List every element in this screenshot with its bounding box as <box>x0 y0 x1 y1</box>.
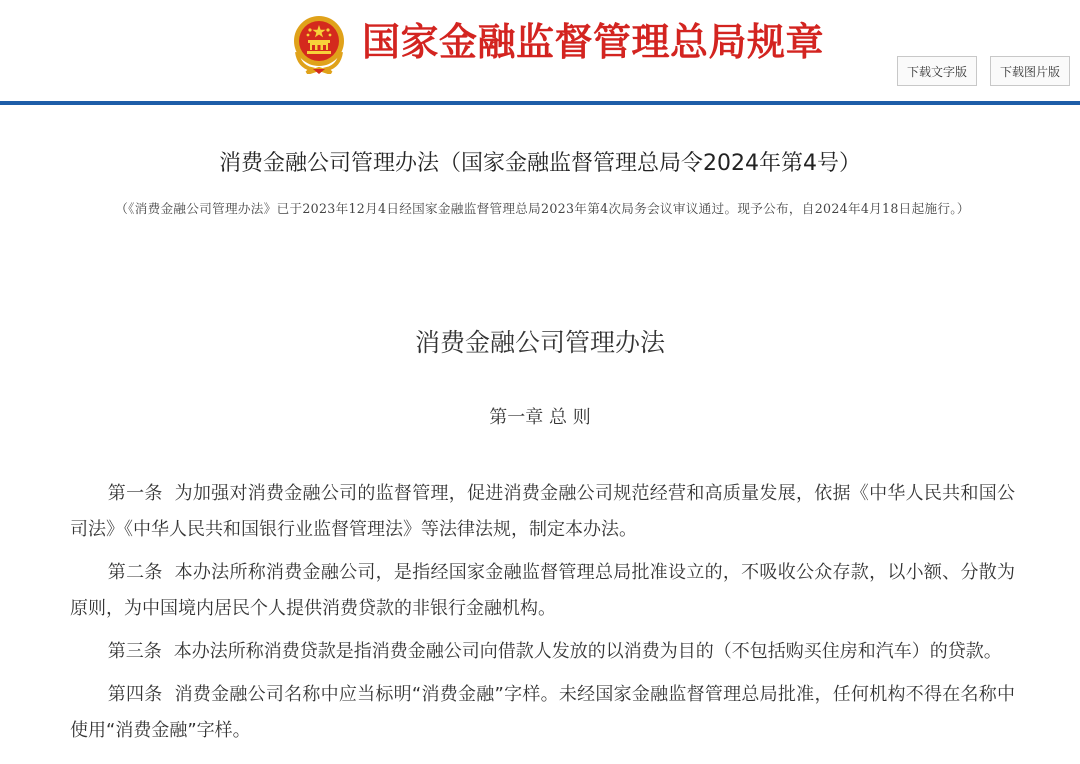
site-title: 国家金融监督管理总局规章 <box>362 20 825 64</box>
article-text: 为加强对消费金融公司的监督管理，促进消费金融公司规范经营和高质量发展，依据《中华人民共和国公司法》《中华人民共和国银行业监督管理法》等法律法规，制定本办法。 <box>70 483 1015 540</box>
article-1 <box>70 476 1015 548</box>
download-text-button[interactable]: 下载文字版 <box>897 56 977 86</box>
header-divider <box>0 101 1080 105</box>
national-emblem-icon <box>291 14 347 74</box>
article-number: 第四条 <box>107 684 163 705</box>
article-2 <box>70 555 1015 627</box>
law-title: 消费金融公司管理办法 <box>414 328 665 357</box>
article-text: 本办法所称消费金融公司，是指经国家金融监督管理总局批准设立的，不吸收公众存款，以小额、分散为原则，为中国境内居民个人提供消费贷款的非银行金融机构。 <box>70 562 1015 619</box>
article-number: 第二条 <box>107 562 163 583</box>
document-note: （《消费金融公司管理办法》已于2023年12月4日经国家金融监督管理总局2023年第4次局务会议审议通过。现予公布，自2024年4月18日起施行。） <box>115 201 970 216</box>
download-image-button[interactable]: 下载图片版 <box>990 56 1070 86</box>
article-4 <box>70 677 1015 749</box>
site-header <box>0 0 1080 101</box>
article-text: 本办法所称消费贷款是指消费金融公司向借款人发放的以消费为目的（不包括购买住房和汽车）的贷款。 <box>173 641 1002 662</box>
chapter-heading: 第一章 总 则 <box>489 407 591 428</box>
article-number: 第一条 <box>107 483 163 504</box>
article-list <box>70 476 1015 756</box>
article-text: 消费金融公司名称中应当标明“消费金融”字样。未经国家金融监督管理总局批准，任何机构不得在名称中使用“消费金融”字样。 <box>70 684 1016 741</box>
article-number: 第三条 <box>107 641 162 662</box>
article-3 <box>70 634 1015 670</box>
document-title: 消费金融公司管理办法（国家金融监督管理总局令2024年第4号） <box>219 151 861 176</box>
